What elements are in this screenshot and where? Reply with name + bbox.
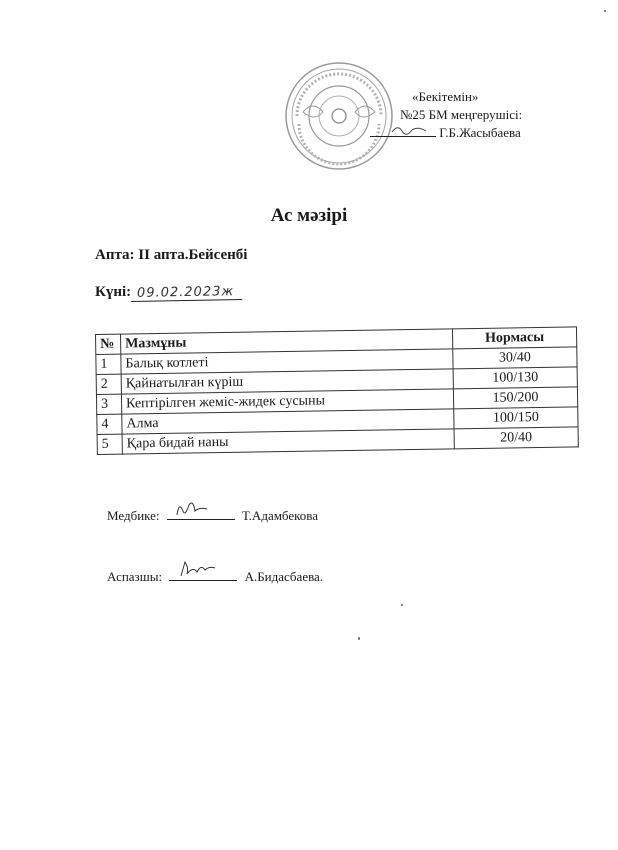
header-norm: Нормасы <box>452 327 576 349</box>
approver-signature <box>370 124 436 137</box>
row-content: Алма <box>122 409 454 434</box>
row-norm: 100/150 <box>454 407 578 429</box>
row-content: Қара бидай наны <box>122 429 454 454</box>
row-norm: 150/200 <box>453 387 577 409</box>
cook-label: Аспазшы: <box>107 569 163 584</box>
row-content: Балық котлеті <box>121 349 453 374</box>
row-norm: 20/40 <box>454 427 578 449</box>
header-content: Мазмұны <box>121 329 453 354</box>
menu-table <box>95 326 579 455</box>
header-num: № <box>96 334 121 354</box>
approval-signature-line <box>370 124 521 142</box>
official-seal-stamp <box>283 60 395 172</box>
nurse-signature <box>167 507 235 520</box>
scan-speck <box>358 637 360 640</box>
date-value: 09.02.2023ж <box>131 284 242 302</box>
scan-speck <box>604 10 606 12</box>
row-norm: 100/130 <box>453 367 577 389</box>
approver-name: Г.Б.Жасыбаева <box>439 125 521 140</box>
approval-heading: «Бекітемін» <box>412 89 479 104</box>
approval-position: №25 БМ меңгерушісі: <box>400 107 523 122</box>
date-row <box>95 284 242 301</box>
row-norm: 30/40 <box>453 347 577 369</box>
row-num: 2 <box>96 374 121 394</box>
row-num: 1 <box>96 354 121 374</box>
row-content: Қайнатылған күріш <box>121 369 453 394</box>
page-title: Ас мәзірі <box>270 205 348 226</box>
cook-signature-row <box>107 568 323 585</box>
nurse-name: Т.Адамбекова <box>242 508 319 523</box>
nurse-signature-row <box>107 507 318 524</box>
date-label: Күні: <box>95 284 132 300</box>
scan-speck <box>401 604 403 606</box>
week-label: Апта: ІІ апта.Бейсенбі <box>95 247 248 263</box>
row-num: 4 <box>97 414 122 434</box>
nurse-label: Медбике: <box>107 508 160 523</box>
row-num: 3 <box>96 394 121 414</box>
row-num: 5 <box>97 434 122 454</box>
row-content: Кептірілген жеміс-жидек сусыны <box>121 389 453 414</box>
cook-signature <box>169 568 237 581</box>
cook-name: А.Бидасбаева. <box>244 569 324 584</box>
